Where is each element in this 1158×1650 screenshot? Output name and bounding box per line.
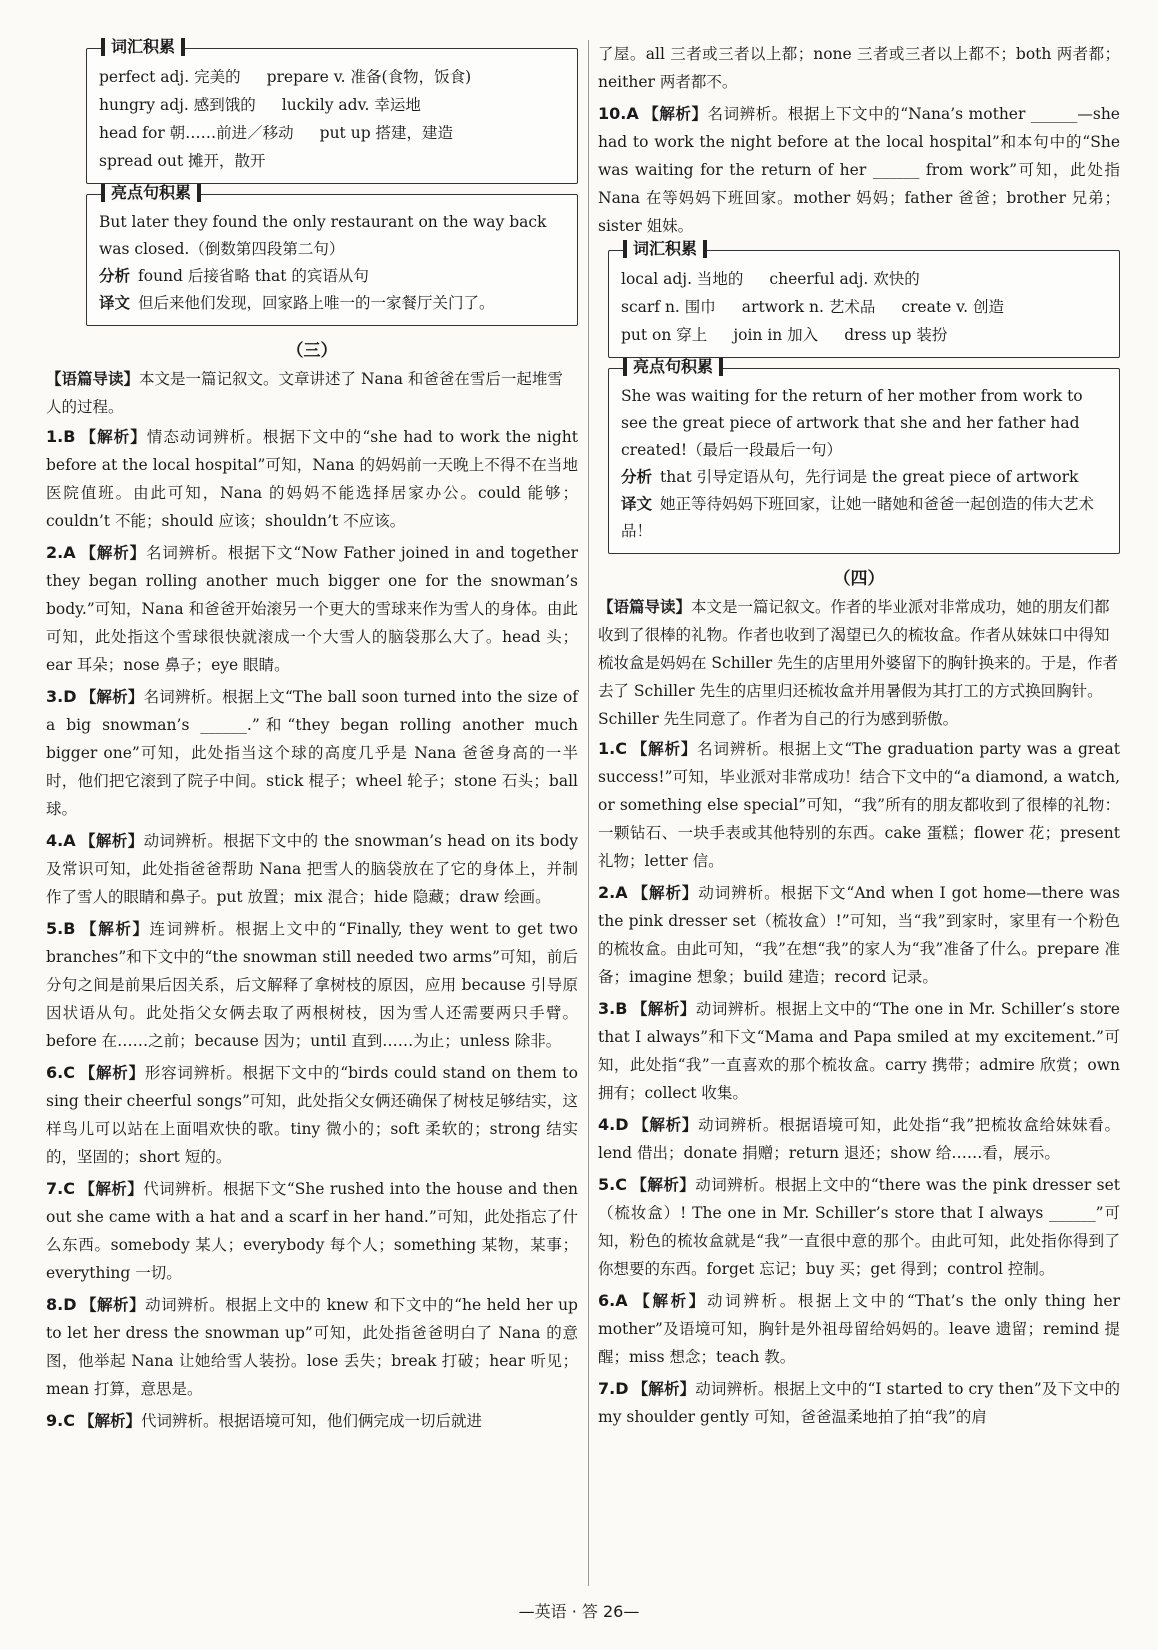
answer-item xyxy=(46,683,578,823)
box-title: 词汇积累 xyxy=(101,38,185,56)
vocab-entry: scarf n. 围巾 xyxy=(621,298,716,316)
vocab-entry: prepare v. 准备(食物，饭食) xyxy=(266,68,472,86)
answer-category: 形容词辨析。 xyxy=(144,1064,243,1082)
guide-tag: 【语篇导读】 xyxy=(598,598,692,616)
answer-label: 【解析】 xyxy=(632,1116,699,1134)
vocab-row xyxy=(621,265,1107,293)
answer-text: 根据下文“And when I got home—there was the pink dresser set（梳妆盒）!”可知，当“我”到家时，家里有一个粉色的梳妆盒。由此可知，“我”在想“我”的家人为“我”准备了什么。prepare 准备；imagine 想象；build 建造；record 记录。 xyxy=(598,884,1120,986)
vocab-entry: hungry adj. 感到饿的 xyxy=(99,96,256,114)
highlight-box-1 xyxy=(86,183,578,326)
answer-item xyxy=(598,1375,1120,1431)
answer-number: 2.A xyxy=(598,883,628,902)
vocab-row xyxy=(621,321,1107,349)
answer-category: 动词辨析。 xyxy=(695,1176,776,1194)
answer-label: 【解析】 xyxy=(631,1000,696,1018)
vocab-row xyxy=(99,147,565,175)
answer-category: 情态动词辨析。 xyxy=(146,428,263,446)
answer-list xyxy=(598,735,1120,1431)
answer-number: 7.D xyxy=(598,1379,629,1398)
answer-category: 名词辨析。 xyxy=(146,544,228,562)
answer-item xyxy=(46,539,578,679)
answer-item xyxy=(598,735,1120,875)
answer-text: 根据语境可知，此处指“我”把梳妆盒给妹妹看。lend 借出；donate 捐赠；return 退还；show 给……看，展示。 xyxy=(598,1116,1120,1162)
answer-category: 动词辨析。 xyxy=(143,832,224,850)
answer-item xyxy=(46,1175,578,1287)
vocab-box-2 xyxy=(608,239,1120,358)
answer-text: 根据上文中的“I started to cry then”及下文中的 my shoulder gently 可知，爸爸温柔地拍了拍“我”的肩 xyxy=(598,1380,1120,1426)
answer-item xyxy=(598,1171,1120,1283)
answer-item xyxy=(46,423,578,535)
answer-item xyxy=(598,1111,1120,1167)
answer-category: 动词辨析。 xyxy=(695,1000,776,1018)
answer-item xyxy=(46,1291,578,1403)
answer-number: 1.C xyxy=(598,739,627,758)
vocab-entry: luckily adv. 幸运地 xyxy=(281,96,421,114)
answer-text: 根据上下文中的“Nana’s mother ______—she had to work the night before at the local hospital”和本句中的“She was waiting for the return of her ______ from work”可知，此处指 Nana 在等妈妈下班回家。mother 妈妈；father 爸爸；brother 兄弟；sister 姐妹。 xyxy=(598,105,1120,235)
answer-category: 连词辨析。 xyxy=(149,920,236,938)
answer-text: 根据上文“The graduation party was a great success!”可知，毕业派对非常成功！结合下文中的“a diamond, a watch, or something else special”可知，“我”所有的朋友都收到了很棒的礼物：一颗钻石、一块手表或其他特别的东西。cake 蛋糕；flower 花；present 礼物；letter 信。 xyxy=(598,740,1120,870)
answer-item xyxy=(46,915,578,1055)
box-title: 词汇积累 xyxy=(623,240,707,258)
answer-number: 4.D xyxy=(598,1115,629,1134)
translation-tag: 译文 xyxy=(99,294,131,312)
analysis-text: found 后接省略 that 的宾语从句 xyxy=(138,267,369,285)
box-title: 亮点句积累 xyxy=(623,358,723,376)
vocab-row xyxy=(99,63,565,91)
guide-text: 本文是一篇记叙文。作者的毕业派对非常成功，她的朋友们都收到了很棒的礼物。作者也收到了渴望已久的梳妆盒。作者从妹妹口中得知梳妆盒是妈妈在 Schiller 先生的店里用外婆留下的胸针换来的。于是，作者去了 Schiller 先生的店里归还梳妆盒并用暑假为其打工的方式换回胸针。Schiller 先生同意了。作者为自己的行为感到骄傲。 xyxy=(598,598,1119,728)
analysis-tag: 分析 xyxy=(621,468,653,486)
answer-text: 根据下文中的 the snowman’s head on its body 及常识可知，此处指爸爸帮助 Nana 把雪人的脑袋放在了它的身体上，并制作了雪人的眼睛和鼻子。put 放置；mix 混合；hide 隐藏；draw 绘画。 xyxy=(46,832,578,906)
analysis-line xyxy=(621,464,1107,491)
answer-number: 5.B xyxy=(46,919,76,938)
vocab-entry: perfect adj. 完美的 xyxy=(99,68,241,86)
answer-text: 根据上文中的 knew 和下文中的“he held her up to let her dress the snowman up”可知，此处指爸爸明白了 Nana 的意图，他举起 Nana 让她给雪人装扮。lose 丢失；break 打破；hear 听见；mean 打算，意思是。 xyxy=(46,1296,578,1398)
answer-number: 9.C xyxy=(46,1411,75,1430)
answer-label: 【解析】 xyxy=(80,688,144,706)
left-column xyxy=(46,38,578,1439)
answer-number: 4.A xyxy=(46,831,76,850)
answer-text: 根据下文中的“she had to work the night before at the local hospital”可知，Nana 的妈妈前一天晚上不得不在当地医院值班。由此可知，Nana 的妈妈不能选择居家办公。could 能够；couldn’t 不能；should 应该；shouldn’t 不应该。 xyxy=(46,428,578,530)
answer-label: 【解析】 xyxy=(78,1064,145,1082)
analysis-text: that 引导定语从句，先行词是 the great piece of artwork xyxy=(660,468,1079,486)
answer-number: 6.A xyxy=(598,1291,628,1310)
translation-text: 她正等待妈妈下班回家，让她一睹她和爸爸一起创造的伟大艺术品！ xyxy=(621,495,1095,540)
answer-label: 【解析】 xyxy=(642,105,708,123)
answer-label: 【解析】 xyxy=(630,1176,696,1194)
answer-text: 根据下文中的“birds could stand on them to sing their cheerful songs”可知，此处指父女俩还确保了树枝足够结实，这样鸟儿可以站在上面唱欢快的歌。tiny 微小的；soft 柔软的；strong 结实的，坚固的；short 短的。 xyxy=(46,1064,578,1166)
answer-label: 【解析】 xyxy=(631,884,699,902)
answer-text: 根据上文中的“Finally, they went to get two branches”和下文中的“the snowman still needed two arms”可知，前后分句之间是前果后因关系，后文解释了拿树枝的原因，应用 because 引导原因状语从句。此处指父女俩去取了两根树枝，因为雪人还需要两只手臂。before 在……之前；because 因为；until 直到……为止；unless 除非。 xyxy=(46,920,578,1050)
passage-guide xyxy=(46,365,578,421)
passage-guide xyxy=(598,593,1120,733)
answer-item xyxy=(598,100,1120,240)
answer-number: 10.A xyxy=(598,104,639,123)
answer-label: 【解析】 xyxy=(78,1180,144,1198)
translation-tag: 译文 xyxy=(621,495,653,513)
analysis-tag: 分析 xyxy=(99,267,131,285)
answer-label: 【解析】 xyxy=(78,1412,141,1430)
answer-category: 代词辨析。 xyxy=(140,1412,219,1430)
vocab-entry: local adj. 当地的 xyxy=(621,270,744,288)
vocab-entry: join in 加入 xyxy=(733,326,819,344)
section-title: （四） xyxy=(833,569,885,589)
answer-text: 根据上文中的“there was the pink dresser set（梳妆盒）! The one in Mr. Schiller’s store that I always ______”可知，粉色的梳妆盒就是“我”一直很中意的那个。由此可知，此处指你得到了你想要的东西。forget 忘记；buy 买；get 得到；control 控制。 xyxy=(598,1176,1120,1278)
answer-item xyxy=(46,1407,578,1435)
answer-text: 根据上文中的“The one in Mr. Schiller’s store that I always”和下文“Mama and Papa smiled at my excitement.”可知，此处指“我”一直喜欢的那个梳妆盒。carry 携带；admire 欣赏；own 拥有；collect 收集。 xyxy=(598,1000,1120,1102)
answer-text: 根据下文“She rushed into the house and then out she came with a hat and a scarf in her hand.”可知，此处指忘了什么东西。somebody 某人；everybody 每个人；something 某物，某事；everything 一切。 xyxy=(46,1180,578,1282)
answer-item xyxy=(598,1287,1120,1371)
answer-category: 动词辨析。 xyxy=(698,884,781,902)
answer-label: 【解析】 xyxy=(80,1296,146,1314)
vocab-entry: dress up 装扮 xyxy=(844,326,948,344)
highlight-sentence: She was waiting for the return of her mother from work to see the great piece of artwork that she and her father had created!（最后一段最后一句） xyxy=(621,387,1083,459)
highlight-sentence: But later they found the only restaurant on the way back was closed.（倒数第四段第二句） xyxy=(99,213,547,258)
answer-label: 【解析】 xyxy=(631,1292,707,1310)
translation-line xyxy=(621,491,1107,545)
page-footer: —英语 · 答 26— xyxy=(518,1602,640,1621)
right-column xyxy=(598,38,1120,1435)
vocab-row xyxy=(99,119,565,147)
answer-item xyxy=(598,879,1120,991)
answer-category: 动词辨析。 xyxy=(706,1292,798,1310)
answer-category: 动词辨析。 xyxy=(145,1296,226,1314)
vocab-entry: put up 搭建，建造 xyxy=(319,124,454,142)
answer-number: 8.D xyxy=(46,1295,77,1314)
analysis-line xyxy=(99,263,565,290)
answer-number: 3.B xyxy=(598,999,628,1018)
box-title: 亮点句积累 xyxy=(101,184,201,202)
guide-tag: 【语篇导读】 xyxy=(46,370,140,388)
answer-list xyxy=(46,423,578,1435)
answer-number: 7.C xyxy=(46,1179,75,1198)
vocab-entry: artwork n. 艺术品 xyxy=(741,298,876,316)
answer-category: 名词辨析。 xyxy=(697,740,779,758)
answer-label: 【解析】 xyxy=(79,428,147,446)
answer-label: 【解析】 xyxy=(79,832,144,850)
translation-text: 但后来他们发现，回家路上唯一的一家餐厅关门了。 xyxy=(138,294,495,312)
answer-category: 名词辨析。 xyxy=(707,105,788,123)
answer-category: 动词辨析。 xyxy=(695,1380,774,1398)
vocab-entry: spread out 摊开，散开 xyxy=(99,152,266,170)
answer-number: 3.D xyxy=(46,687,77,706)
column-divider xyxy=(588,40,589,1586)
vocab-entry: create v. 创造 xyxy=(901,298,1004,316)
answer-label: 【解析】 xyxy=(630,740,698,758)
translation-line xyxy=(99,290,565,317)
continuation-text: 了屋。all 三者或三者以上都；none 三者或三者以上都不；both 两者都；neither 两者都不。 xyxy=(598,45,1120,91)
guide-text: 本文是一篇记叙文。文章讲述了 Nana 和爸爸在雪后一起堆雪人的过程。 xyxy=(46,370,563,416)
answer-category: 名词辨析。 xyxy=(143,688,223,706)
answer-number: 6.C xyxy=(46,1063,75,1082)
answer-item xyxy=(598,995,1120,1107)
vocab-entry: put on 穿上 xyxy=(621,326,708,344)
vocab-row xyxy=(621,293,1107,321)
answer-category: 动词辨析。 xyxy=(698,1116,780,1134)
vocab-box-1 xyxy=(86,37,578,184)
answer-number: 1.B xyxy=(46,427,76,446)
vocab-entry: head for 朝……前进／移动 xyxy=(99,124,294,142)
answer-item xyxy=(46,827,578,911)
answer-text: 根据语境可知，他们俩完成一切后就进 xyxy=(218,1412,482,1430)
answer-item xyxy=(46,1059,578,1171)
answer-text: 根据上文“The ball soon turned into the size of a big snowman’s ______.”和“they began rolling another much bigger one”可知，此处指当这个球的高度几乎是 Nana 爸爸身高的一半时，他们把它滚到了院子中间。stick 棍子；wheel 轮子；stone 石头；ball 球。 xyxy=(46,688,578,818)
answer-text: 根据上文中的“That’s the only thing her mother”及语境可知，胸针是外祖母留给妈妈的。leave 遗留；remind 提醒；miss 想念；teach 教。 xyxy=(598,1292,1120,1366)
answer-label: 【解析】 xyxy=(79,544,146,562)
answer-number: 5.C xyxy=(598,1175,627,1194)
answer-label: 【解析】 xyxy=(632,1380,696,1398)
highlight-box-2 xyxy=(608,357,1120,554)
section-title: （三） xyxy=(286,341,338,361)
vocab-row xyxy=(99,91,565,119)
answer-label: 【解析】 xyxy=(79,920,150,938)
answer-category: 代词辨析。 xyxy=(143,1180,223,1198)
vocab-entry: cheerful adj. 欢快的 xyxy=(769,270,920,288)
answer-text: 根据下文“Now Father joined in and together they began rolling another much bigger one for the snowman’s body.”可知，Nana 和爸爸开始滚另一个更大的雪球来作为雪人的身体。由此可知，此处指这个雪球很快就滚成一个大雪人的脑袋那么大了。head 头；ear 耳朵；nose 鼻子；eye 眼睛。 xyxy=(46,544,578,674)
answer-number: 2.A xyxy=(46,543,76,562)
